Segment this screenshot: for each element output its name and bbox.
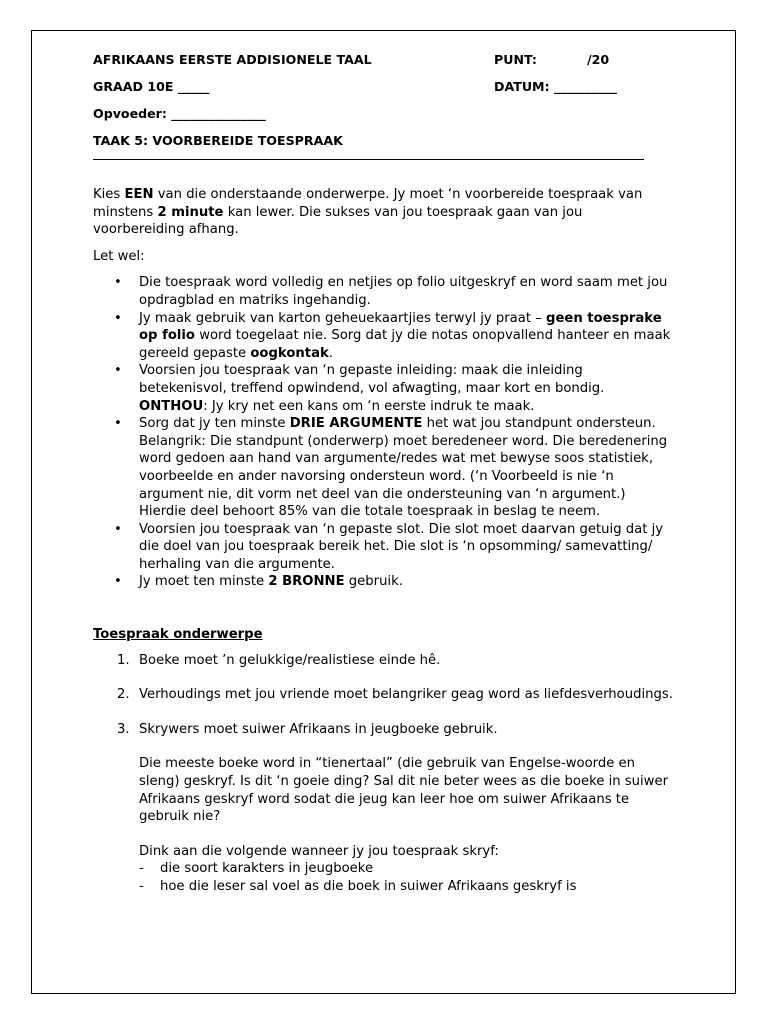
list-item: • Jy maak gebruik van karton geheuekaartjies terwyl jy praat – geen toesprake op folio word toegelaat nie. Sorg dat jy die notas onopvallend hanteer en maak gereeld gepaste oogkontak. — [114, 310, 671, 361]
list-item: • Sorg dat jy ten minste DRIE ARGUMENTE het wat jou standpunt ondersteun. Belangrik: Die standpunt (onderwerp) moet beredeneer word. Die beredenering word gedoen aan hand van argumente/redes wat met bewyse soos statistiek, voorbeelde en ander navorsing ondersteun word. (‘n Voorbeeld is nie ‘n argument nie, dit vorm net deel van die ondersteuning van ‘n argument.) Hierdie deel behoort 85% van die totale toespraak in beslag te neem. — [114, 416, 668, 520]
instructions-list — [93, 274, 673, 591]
punt-value: /20 — [587, 52, 610, 67]
punt-label: PUNT: — [494, 52, 537, 67]
bullet-icon: • — [114, 416, 122, 432]
topics-list — [93, 652, 673, 739]
topic-item: 2. Verhoudings met jou vriende moet belangriker geag word as liefdesverhoudings. — [117, 687, 673, 703]
dash-item: - die soort karakters in jeugboeke — [139, 861, 374, 877]
topic3-paragraph: Die meeste boeke word in “tienertaal” (die gebruik van Engelse-woorde en sleng) geskryf. Is dit ‘n goeie ding? Sal dit nie beter wees as die boeke in suiwer Afrikaans geskryf word sodat die jeug kan leer hoe om suiwer Afrikaans te gebruik nie? — [139, 756, 668, 825]
bullet-icon: • — [114, 521, 122, 537]
let-wel-label: Let wel: — [93, 248, 145, 264]
bullet-icon: • — [114, 574, 122, 590]
graad-field: GRAAD 10E _____ — [93, 79, 210, 94]
bullet-icon: • — [114, 275, 122, 291]
header-divider — [93, 159, 644, 160]
list-item: • Voorsien jou toespraak van ‘n gepaste inleiding: maak die inleiding betekenisvol, treffend opwindend, vol afwagting, maar kort en bondig. ONTHOU: Jy kry net een kans om ‘n eerste indruk te maak. — [114, 363, 605, 414]
list-item: • Die toespraak word volledig en netjies op folio uitgeskryf en word saam met jou opdragblad en matriks ingehandig. — [114, 275, 668, 308]
subject-title: AFRIKAANS EERSTE ADDISIONELE TAAL — [93, 52, 372, 67]
document-body — [93, 186, 673, 896]
datum-field: DATUM: __________ — [494, 79, 617, 94]
bullet-icon: • — [114, 363, 122, 379]
opvoeder-field: Opvoeder: _______________ — [93, 106, 266, 121]
list-item: • Jy moet ten minste 2 BRONNE gebruik. — [114, 574, 403, 590]
topics-heading: Toespraak onderwerpe — [93, 627, 263, 643]
topic3-prompt: Dink aan die volgende wanneer jy jou toespraak skryf: — [139, 843, 499, 859]
topic-item: 3. Skrywers moet suiwer Afrikaans in jeugboeke gebruik. — [117, 721, 498, 737]
bullet-icon: • — [114, 310, 122, 326]
task-title: TAAK 5: VOORBEREIDE TOESPRAAK — [93, 133, 343, 148]
list-item: • Voorsien jou toespraak van ‘n gepaste slot. Die slot moet daarvan getuig dat jy die doel van jou toespraak bereik het. Die slot is ‘n opsomming/ samevatting/ herhaling van die argumente. — [114, 521, 664, 572]
topic-item: 1. Boeke moet ’n gelukkige/realistiese einde hê. — [117, 652, 441, 668]
dash-item: - hoe die leser sal voel as die boek in suiwer Afrikaans geskryf is — [139, 879, 577, 894]
intro-paragraph: Kies EEN van die onderstaande onderwerpe. Jy moet ‘n voorbereide toespraak van minstens 2 minute kan lewer. Die sukses van jou toespraak gaan van jou voorbereiding afhang. — [93, 187, 643, 238]
